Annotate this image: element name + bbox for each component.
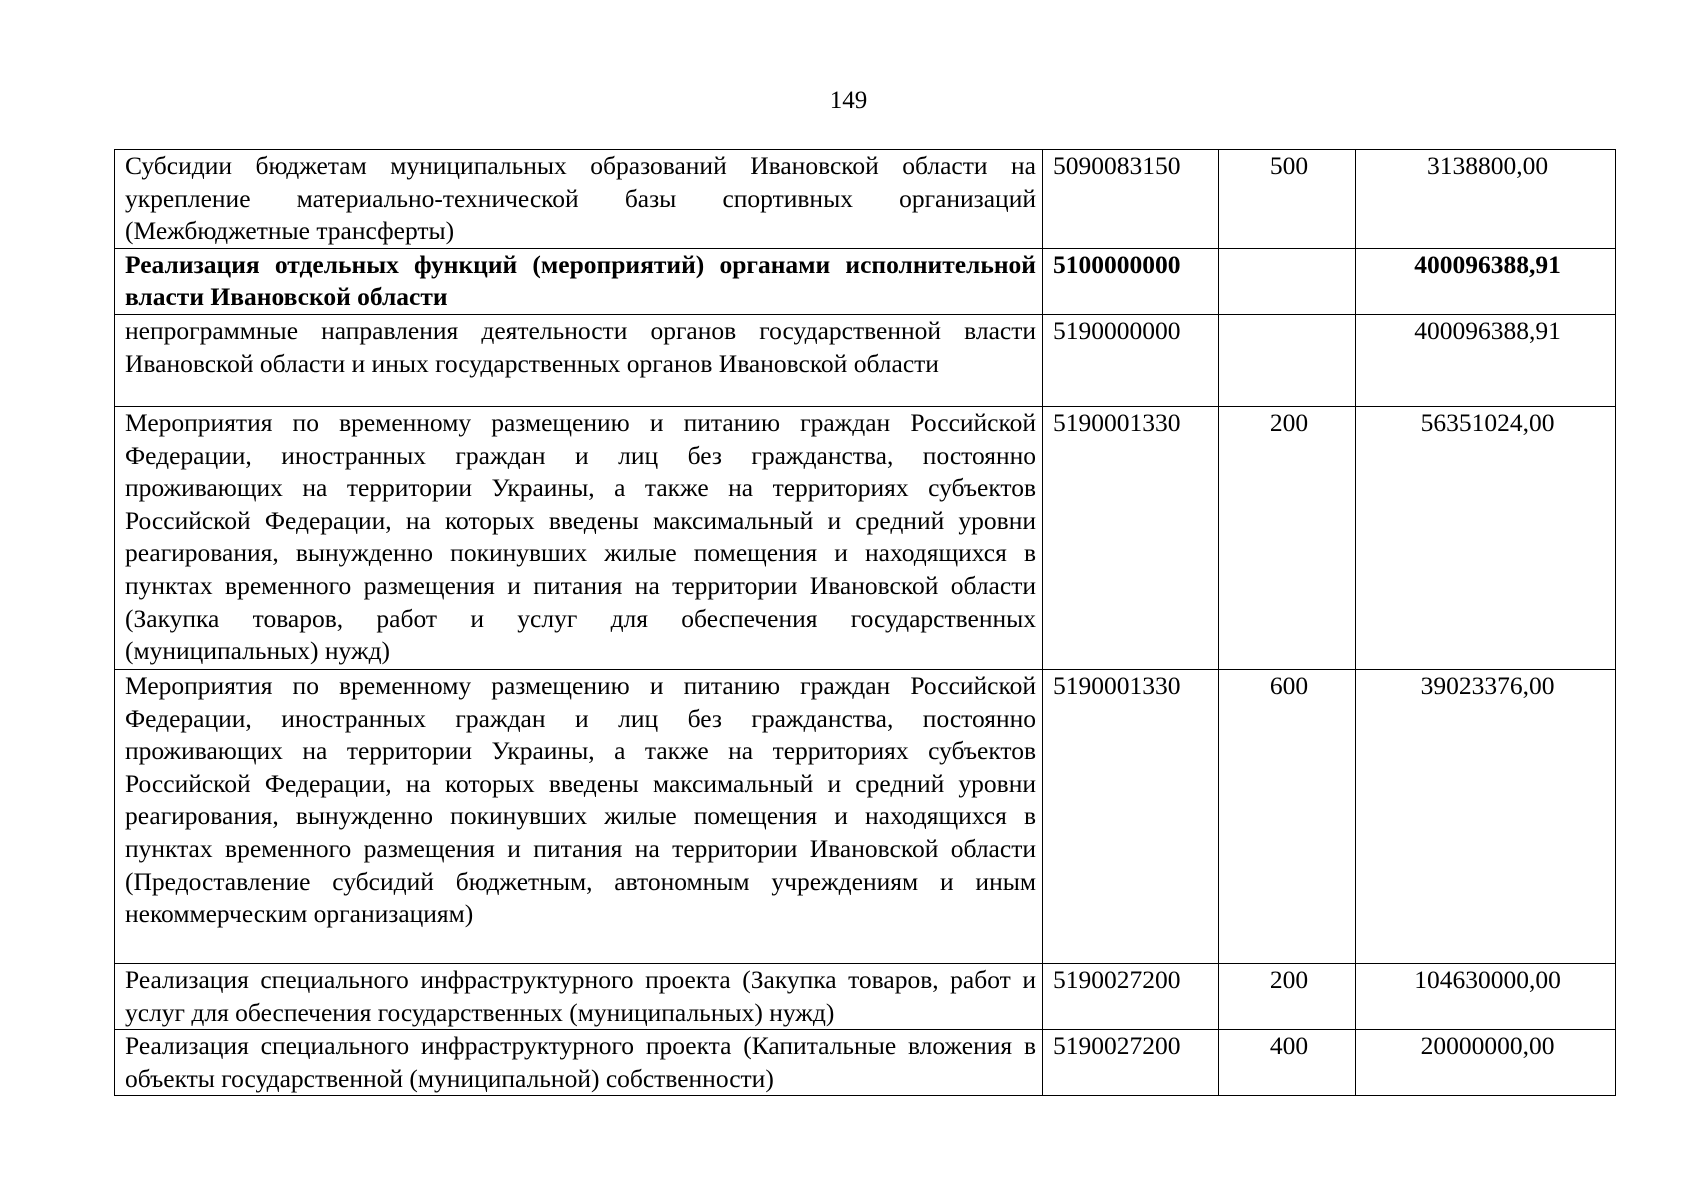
row-code-cell: 5190027200 xyxy=(1043,963,1219,1029)
table-row xyxy=(115,150,1616,249)
row-expense-type-cell: 200 xyxy=(1219,963,1356,1029)
row-sum-cell: 56351024,00 xyxy=(1356,406,1616,669)
row-name-cell: Мероприятия по временному размещению и питанию граждан Российской Федерации, иностранных граждан и лиц без гражданства, постоянно проживающих на территории Украины, а также на территориях субъектов Российской Федерации, на которых введены максимальный и средний уровни реагирования, вынужденно покинувших жилые помещения и находящихся в пунктах временного размещения и питания на территории Ивановской области (Закупка товаров, работ и услуг для обеспечения государственных (муниципальных) нужд) xyxy=(115,406,1043,669)
row-expense-type-cell xyxy=(1219,314,1356,406)
row-code-cell: 5090083150 xyxy=(1043,150,1219,249)
page-number: 149 xyxy=(829,87,868,114)
row-name-cell: Мероприятия по временному размещению и питанию граждан Российской Федерации, иностранных граждан и лиц без гражданства, постоянно проживающих на территории Украины, а также на территориях субъектов Российской Федерации, на которых введены максимальный и средний уровни реагирования, вынужденно покинувших жилые помещения и находящихся в пунктах временного размещения и питания на территории Ивановской области (Предоставление субсидий бюджетным, автономным учреждениям и иным некоммерческим организациям) xyxy=(115,669,1043,963)
row-sum-cell: 104630000,00 xyxy=(1356,963,1616,1029)
row-sum-cell: 400096388,91 xyxy=(1356,314,1616,406)
row-code-cell: 5190027200 xyxy=(1043,1030,1219,1096)
row-expense-type-cell: 500 xyxy=(1219,150,1356,249)
row-code-cell: 5190001330 xyxy=(1043,406,1219,669)
row-code-cell: 5190001330 xyxy=(1043,669,1219,963)
row-sum-cell: 3138800,00 xyxy=(1356,150,1616,249)
table-row xyxy=(115,406,1616,669)
row-name-cell: Реализация специального инфраструктурного проекта (Закупка товаров, работ и услуг для обеспечения государственных (муниципальных) нужд) xyxy=(115,963,1043,1029)
row-code-cell: 5100000000 xyxy=(1043,248,1219,314)
table-row xyxy=(115,1030,1616,1096)
row-sum-cell: 20000000,00 xyxy=(1356,1030,1616,1096)
row-expense-type-cell: 200 xyxy=(1219,406,1356,669)
row-name-cell: Субсидии бюджетам муниципальных образований Ивановской области на укрепление материально-технической базы спортивных организаций (Межбюджетные трансферты) xyxy=(115,150,1043,249)
row-sum-cell: 39023376,00 xyxy=(1356,669,1616,963)
row-expense-type-cell: 400 xyxy=(1219,1030,1356,1096)
row-name-cell: непрограммные направления деятельности органов государственной власти Ивановской области и иных государственных органов Ивановской области xyxy=(115,314,1043,406)
table-row xyxy=(115,963,1616,1029)
row-name-cell: Реализация специального инфраструктурного проекта (Капитальные вложения в объекты государственной (муниципальной) собственности) xyxy=(115,1030,1043,1096)
row-code-cell: 5190000000 xyxy=(1043,314,1219,406)
row-sum-cell: 400096388,91 xyxy=(1356,248,1616,314)
row-expense-type-cell: 600 xyxy=(1219,669,1356,963)
table-row xyxy=(115,314,1616,406)
budget-table xyxy=(114,149,1616,1096)
table-row xyxy=(115,669,1616,963)
row-name-cell: Реализация отдельных функций (мероприятий) органами исполнительной власти Ивановской области xyxy=(115,248,1043,314)
table-row xyxy=(115,248,1616,314)
row-expense-type-cell xyxy=(1219,248,1356,314)
